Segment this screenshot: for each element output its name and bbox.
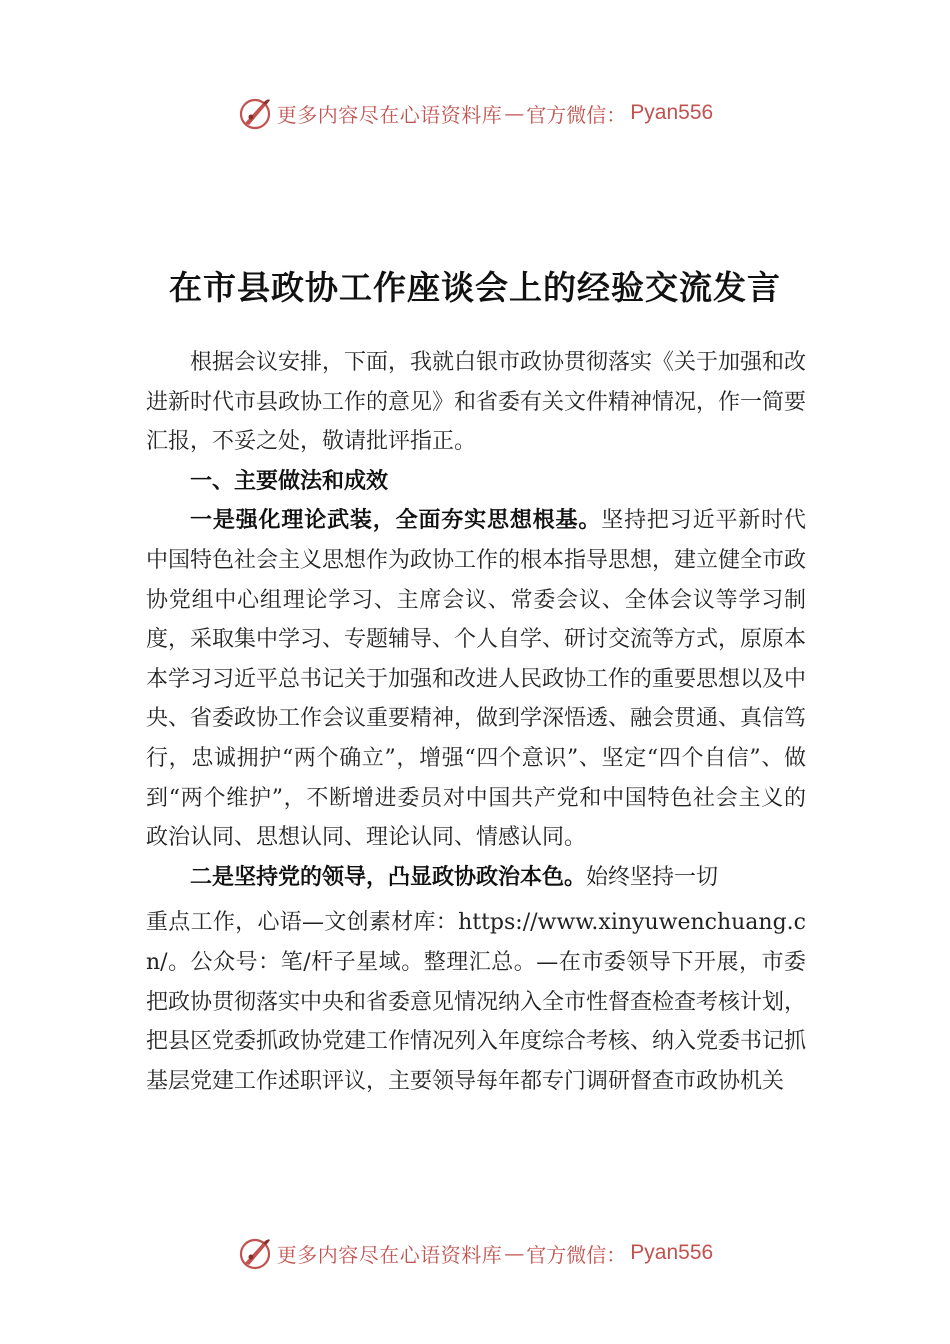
point2-lead: 二是坚持党的领导，凸显政协政治本色。 [190, 863, 587, 890]
banner-weixin-label: 官方微信： [526, 1242, 627, 1267]
quill-seal-icon [237, 1235, 273, 1271]
banner-weixin-label: 官方微信： [526, 102, 627, 127]
banner-wechat-id: Pyan556 [630, 101, 714, 124]
document-body [146, 343, 806, 1101]
section-heading: 一、主要做法和成效 [190, 468, 389, 494]
point1-paragraph [146, 501, 806, 857]
document-title: 在市县政协工作座谈会上的经验交流发言 [169, 268, 781, 307]
point2-body: 始终坚持一切 [586, 864, 719, 890]
point1-body: 坚持把习近平新时代中国特色社会主义思想作为政协工作的根本指导思想，建立健全市政协党组中心组理论学习、主席会议、常委会议、全体会议等学习制度，采取集中学习、专题辅导、个人自学、研讨交流等方式，原原本本学习习近平总书记关于加强和改进人民政协工作的重要思想以及中央、省委政协工作会议重要精神，做到学深悟透、融会贯通、真信笃行，忠诚拥护“两个确立”，增强“四个意识”、坚定“四个自信”、做到“两个维护”，不断增进委员对中国共产党和中国特色社会主义的政治认同、思想认同、理论认同、情感认同。 [146, 508, 807, 851]
banner-separator: — [504, 101, 525, 125]
banner-text: 更多内容尽在心语资料库 [276, 1242, 503, 1267]
quill-seal-icon [237, 95, 273, 131]
banner-text: 更多内容尽在心语资料库 [276, 102, 503, 127]
footer-watermark-banner [0, 1233, 950, 1273]
point2-continuation: 重点工作，心语—文创素材库：https://www.xinyuwenchuang.cn/。公众号：笔/杆子星域。整理汇总。—在市委领导下开展，市委把政协贯彻落实中央和省委意见情况纳入全市性督查检查考核计划，把县区党委抓政协党建工作情况列入年度综合考核、纳入党委书记抓基层党建工作述职评议，主要领导每年都专门调研督查市政协机关 [146, 910, 807, 1094]
banner-separator: — [504, 1241, 525, 1265]
intro-paragraph: 根据会议安排，下面，我就白银市政协贯彻落实《关于加强和改进新时代市县政协工作的意见》和省委有关文件精神情况，作一简要汇报，不妥之处，敬请批评指正。 [146, 350, 807, 455]
point2-paragraph [146, 858, 806, 898]
point1-lead: 一是强化理论武装，全面夯实思想根基。 [190, 507, 602, 534]
banner-wechat-id: Pyan556 [630, 1241, 714, 1264]
header-watermark-banner [0, 93, 950, 133]
